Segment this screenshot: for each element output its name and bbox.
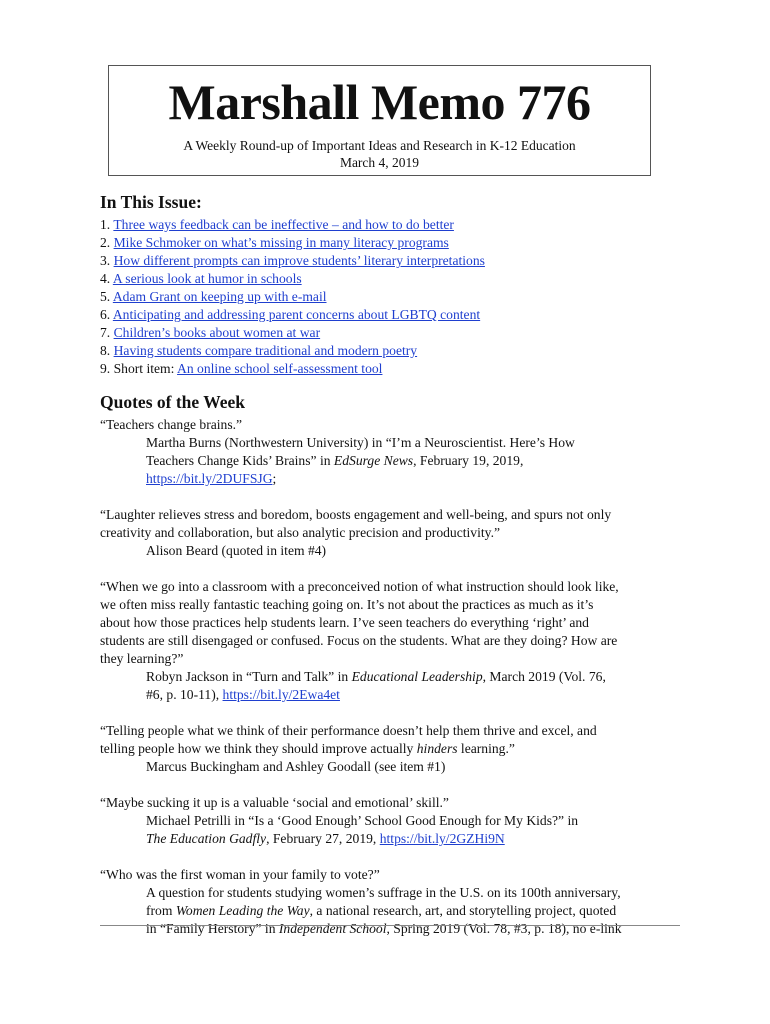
quote-attribution: A question for students studying women’s suffrage in the U.S. on its 100th anniversary, — [146, 885, 621, 900]
toc-number: 3. — [100, 253, 114, 268]
quote-attribution: Alison Beard (quoted in item #4) — [146, 543, 327, 558]
quote-block — [100, 506, 680, 560]
toc-heading: In This Issue: — [100, 192, 202, 212]
memo-title: Marshall Memo 776 — [168, 74, 591, 130]
toc-item — [100, 342, 485, 360]
quotes-heading: Quotes of the Week — [100, 392, 246, 412]
quote-attribution: Marcus Buckingham and Ashley Goodall (see item #1) — [146, 759, 446, 774]
toc-item — [100, 252, 485, 270]
source-link[interactable]: https://bit.ly/2GZHi9N — [379, 831, 505, 846]
toc-link[interactable]: A serious look at humor in schools — [112, 271, 302, 286]
toc-link[interactable]: Adam Grant on keeping up with e-mail — [112, 289, 327, 304]
toc-item — [100, 306, 485, 324]
quote-attribution: The Education Gadfly, February 27, 2019, https://bit.ly/2GZHi9N — [146, 831, 505, 846]
toc-number: 2. — [100, 235, 114, 250]
source-link[interactable]: https://bit.ly/2DUFSJG — [146, 471, 273, 486]
footer-divider — [100, 925, 680, 926]
quote-text: “Telling people what we think of their performance doesn’t help them thrive and excel, and — [100, 723, 597, 738]
toc-link[interactable]: Anticipating and addressing parent concerns about LGBTQ content — [112, 307, 481, 322]
source-link[interactable]: https://bit.ly/2Ewa4et — [222, 687, 340, 702]
toc-number: 1. — [100, 217, 114, 232]
toc-item — [100, 360, 485, 378]
quote-block — [100, 578, 680, 704]
toc-number: 6. — [100, 307, 113, 322]
toc-link[interactable]: How different prompts can improve students’ literary interpretations — [113, 253, 485, 268]
table-of-contents — [100, 216, 485, 378]
memo-date: March 4, 2019 — [339, 155, 420, 170]
quote-block — [100, 794, 680, 848]
toc-link[interactable]: Children’s books about women at war — [113, 325, 321, 340]
toc-number: 5. — [100, 289, 113, 304]
toc-item — [100, 288, 485, 306]
toc-link[interactable]: Three ways feedback can be ineffective – and how to do better — [113, 217, 454, 232]
toc-number: 7. — [100, 325, 114, 340]
quote-text: “Laughter relieves stress and boredom, boosts engagement and well-being, and spurs not only — [100, 507, 612, 522]
quote-text: telling people how we think they should improve actually hinders learning.” — [100, 741, 515, 756]
quote-text: students are still disengaged or confused. Focus on the students. What are they doing? How are — [100, 633, 618, 648]
toc-item — [100, 234, 485, 252]
quote-text: creativity and collaboration, but also analytic precision and productivity.” — [100, 525, 501, 540]
quote-text: “Who was the first woman in your family to vote?” — [100, 867, 380, 882]
memo-subtitle: A Weekly Round-up of Important Ideas and Research in K-12 Education — [183, 138, 576, 153]
toc-item — [100, 324, 485, 342]
toc-item — [100, 270, 485, 288]
quote-block — [100, 866, 680, 938]
quote-attribution: Martha Burns (Northwestern University) in “I’m a Neuroscientist. Here’s How — [146, 435, 575, 450]
quote-attribution: Michael Petrilli in “Is a ‘Good Enough’ School Good Enough for My Kids?” in — [146, 813, 579, 828]
quote-attribution: in “Family Herstory” in Independent School, Spring 2019 (Vol. 78, #3, p. 18), no e-link — [146, 921, 622, 936]
quote-attribution: Robyn Jackson in “Turn and Talk” in Educational Leadership, March 2019 (Vol. 76, — [146, 669, 606, 684]
quote-text: “Teachers change brains.” — [100, 417, 243, 432]
toc-number: 9. — [100, 361, 114, 376]
quote-text: they learning?” — [100, 651, 184, 666]
toc-number: 8. — [100, 343, 114, 358]
toc-item — [100, 216, 485, 234]
memo-header — [108, 65, 651, 176]
quote-attribution: Teachers Change Kids’ Brains” in EdSurge News, February 19, 2019, — [146, 453, 524, 468]
quote-block — [100, 416, 680, 488]
quote-attribution: #6, p. 10-11), https://bit.ly/2Ewa4et — [146, 687, 340, 702]
toc-prefix: Short item: — [113, 361, 178, 376]
toc-link[interactable]: Mike Schmoker on what’s missing in many literacy programs — [113, 235, 449, 250]
quote-attribution: https://bit.ly/2DUFSJG; — [146, 471, 277, 486]
toc-link[interactable]: Having students compare traditional and modern poetry — [113, 343, 418, 358]
quote-attribution: from Women Leading the Way, a national research, art, and storytelling project, quoted — [146, 903, 617, 918]
quote-text: about how those practices help students learn. I’ve seen teachers do everything ‘right’ and — [100, 615, 589, 630]
quote-text: “When we go into a classroom with a preconceived notion of what instruction should look like, — [100, 579, 619, 594]
quote-text: we often miss really fantastic teaching going on. It’s not about the practices as much as it’s — [100, 597, 594, 612]
quotes-section — [100, 416, 680, 956]
quote-block — [100, 722, 680, 776]
toc-number: 4. — [100, 271, 113, 286]
quote-text: “Maybe sucking it up is a valuable ‘social and emotional’ skill.” — [100, 795, 449, 810]
toc-link[interactable]: An online school self-assessment tool — [177, 361, 383, 376]
